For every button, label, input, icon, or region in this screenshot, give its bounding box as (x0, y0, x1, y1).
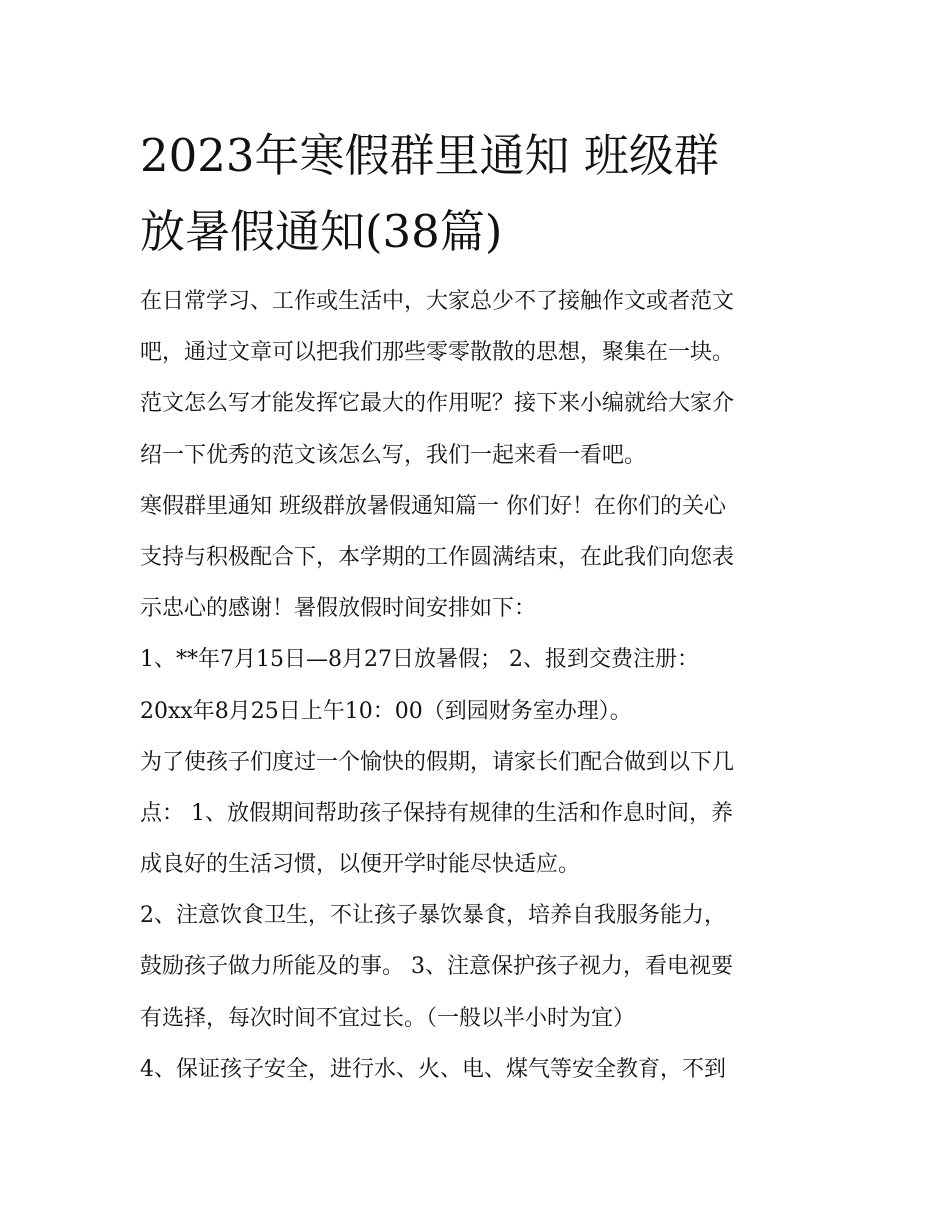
body-line: 鼓励孩子做力所能及的事。 3、注意保护孩子视力，看电视要 (140, 954, 733, 980)
body-line: 为了使孩子们度过一个愉快的假期，请家长们配合做到以下几 (140, 749, 735, 775)
body-line: 20xx年8月25日上午10：00（到园财务室办理）。 (140, 698, 632, 724)
body-line: 4、保证孩子安全，进行水、火、电、煤气等安全教育，不到 (140, 1056, 726, 1082)
body-line: 2、注意饮食卫生，不让孩子暴饮暴食，培养自我服务能力， (140, 903, 726, 929)
body-line: 范文怎么写才能发挥它最大的作用呢？接下来小编就给大家介 (140, 391, 735, 417)
document-body (140, 276, 830, 1095)
body-line: 绍一下优秀的范文该怎么写，我们一起来看一看吧。 (140, 442, 647, 468)
body-line: 示忠心的感谢！暑假放假时间安排如下： (140, 596, 537, 622)
title-line-1: 2023年寒假群里通知 班级群 (140, 129, 719, 182)
body-line: 有选择，每次时间不宜过长。（一般以半小时为宜） (140, 1005, 636, 1031)
body-line: 成良好的生活习惯，以便开学时能尽快适应。 (140, 852, 581, 878)
body-line: 1、**年7月15日—8月27日放暑假； 2、报到交费注册： (140, 647, 699, 673)
title-line-2: 放暑假通知(38篇) (140, 205, 503, 258)
document-title (140, 118, 830, 270)
body-line: 在日常学习、工作或生活中，大家总少不了接触作文或者范文 (140, 289, 735, 314)
body-line: 吧，通过文章可以把我们那些零零散散的思想，聚集在一块。 (140, 340, 735, 366)
body-line: 点： 1、放假期间帮助孩子保持有规律的生活和作息时间，养 (140, 800, 733, 826)
body-line: 支持与积极配合下，本学期的工作圆满结束，在此我们向您表 (140, 544, 735, 570)
body-line: 寒假群里通知 班级群放暑假通知篇一 你们好！在你们的关心 (140, 493, 726, 519)
